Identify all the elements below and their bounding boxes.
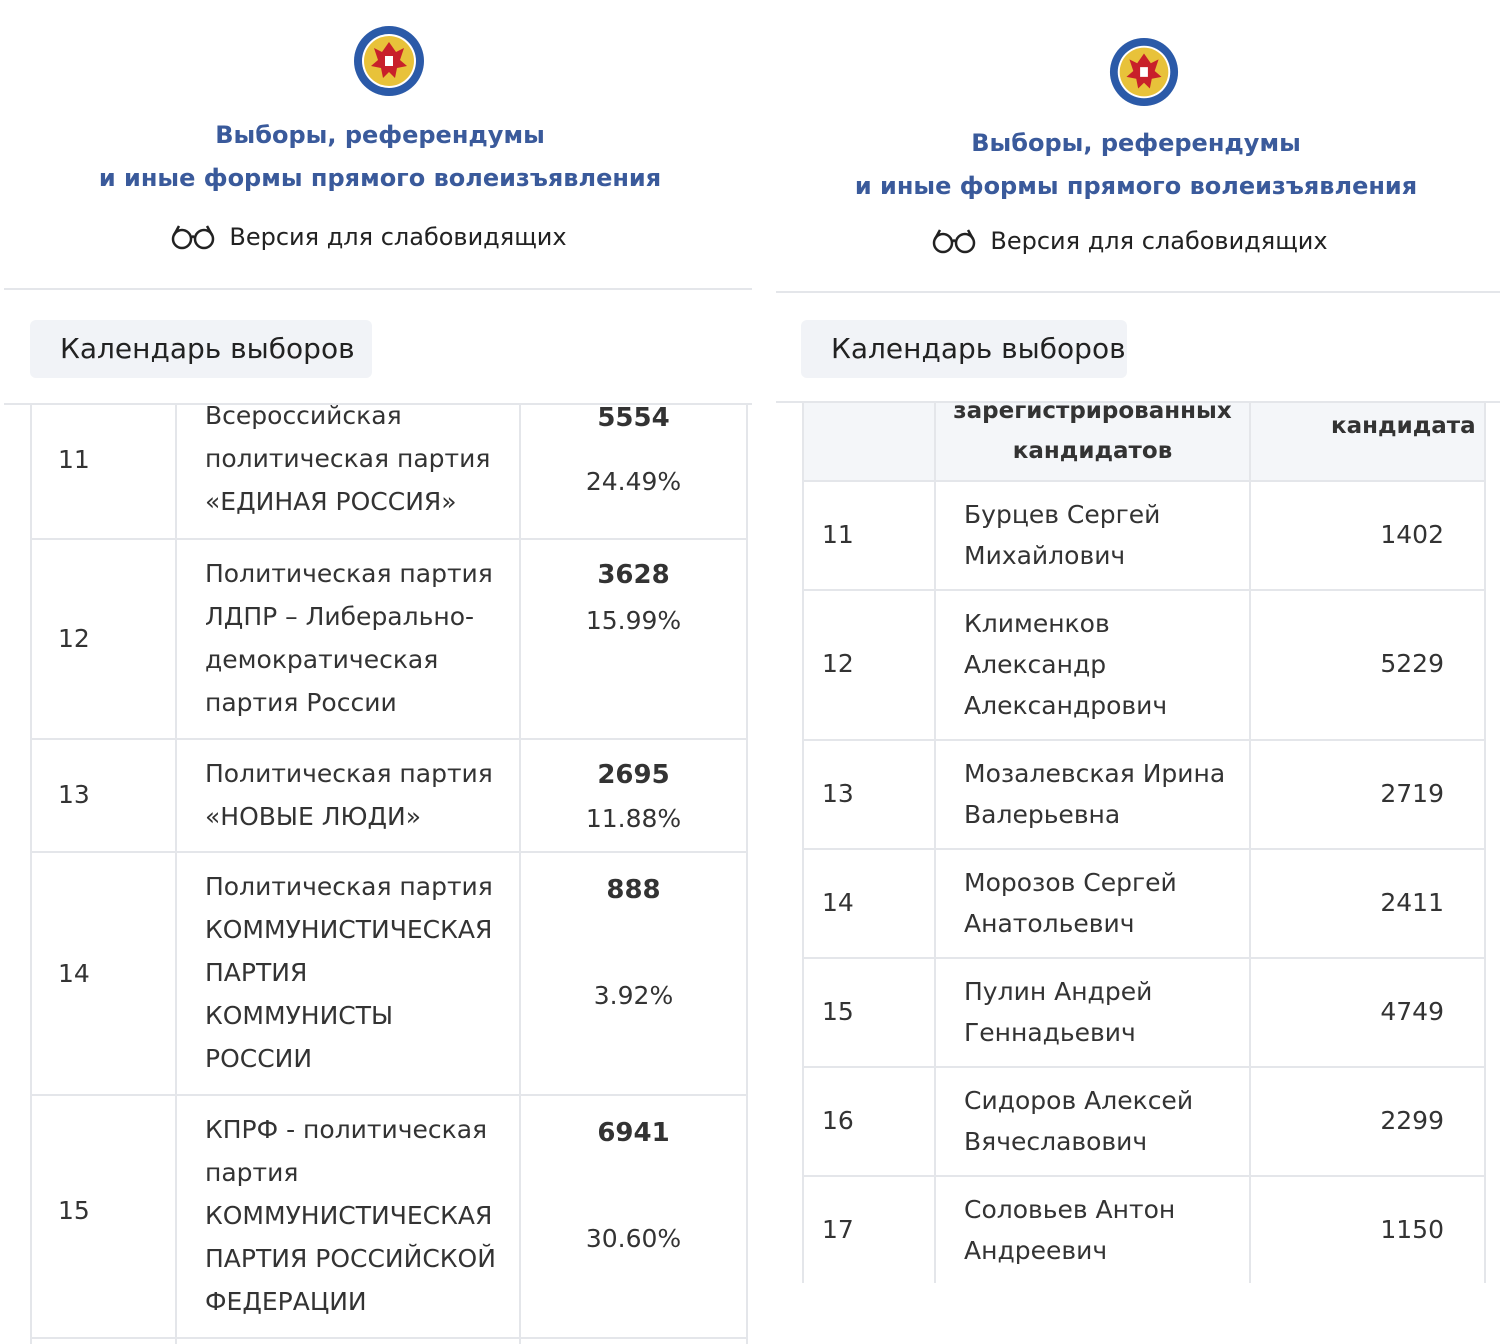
row-number: 11	[822, 520, 854, 549]
vote-percent: 3.92%	[593, 981, 674, 1010]
table-row	[802, 1068, 1486, 1177]
glasses-icon	[171, 223, 215, 251]
site-title[interactable]	[0, 114, 760, 200]
accessibility-version-link[interactable]	[772, 226, 1500, 255]
row-number: 14	[822, 888, 854, 917]
vote-count: 6941	[597, 1118, 670, 1148]
election-commission-emblem-icon[interactable]	[352, 24, 426, 98]
row-number: 16	[822, 1106, 854, 1135]
row-number: 15	[58, 1196, 90, 1225]
site-title-line2: и иные формы прямого волеизъявления	[854, 172, 1418, 200]
table-row	[802, 482, 1486, 591]
table-row	[802, 741, 1486, 850]
row-number: 11	[58, 445, 90, 474]
site-title-line1: Выборы, референдумы	[971, 129, 1301, 157]
table-row	[802, 591, 1486, 741]
site-title-line2: и иные формы прямого волеизъявления	[98, 164, 662, 192]
candidate-name: Пулин Андрей Геннадьевич	[964, 977, 1153, 1047]
vote-count: 3628	[597, 560, 670, 590]
party-name: Политическая партия КОММУНИСТИЧЕСКАЯ ПАРТИЯ КОММУНИСТЫ РОССИИ	[205, 872, 493, 1073]
table-row	[802, 850, 1486, 959]
table-row	[802, 1177, 1486, 1283]
row-number: 13	[58, 780, 90, 809]
candidate-name: Мозалевская Ирина Валерьевна	[964, 759, 1226, 829]
accessibility-version-link[interactable]	[0, 222, 760, 251]
vote-count: 2719	[1380, 779, 1444, 808]
site-title[interactable]	[772, 122, 1500, 208]
row-number: 12	[58, 624, 90, 653]
vote-count: 2411	[1380, 888, 1444, 917]
party-name: КПРФ - политическая партия КОММУНИСТИЧЕСКАЯ ПАРТИЯ РОССИЙСКОЙ ФЕДЕРАЦИИ	[205, 1115, 496, 1316]
table-header-row	[802, 403, 1486, 482]
table-row	[30, 1339, 748, 1344]
header-divider	[4, 288, 752, 290]
election-commission-emblem-icon[interactable]	[1108, 36, 1180, 108]
table-row	[30, 740, 748, 853]
row-number: 12	[822, 649, 854, 678]
table-row	[30, 1096, 748, 1339]
party-name: Политическая партия ЛДПР – Либерально- демократическая партия России	[205, 559, 493, 717]
vote-percent: 11.88%	[585, 804, 682, 833]
election-calendar-button[interactable]: Календарь выборов	[30, 320, 372, 378]
row-number: 14	[58, 959, 90, 988]
candidate-name: Морозов Сергей Анатольевич	[964, 868, 1177, 938]
vote-count: 2299	[1380, 1106, 1444, 1135]
header-divider	[776, 291, 1500, 293]
candidate-name: Сидоров Алексей Вячеславович	[964, 1086, 1194, 1156]
candidate-results-table	[802, 403, 1486, 1283]
vote-count: 5229	[1380, 649, 1444, 678]
table-row	[30, 540, 748, 740]
vote-count: 5554	[597, 405, 670, 433]
column-header-votes: кандидата	[1331, 413, 1476, 439]
column-header-candidates: зарегистрированных кандидатов	[953, 403, 1232, 464]
glasses-icon	[932, 227, 976, 255]
table-row	[30, 853, 748, 1096]
row-number: 17	[822, 1215, 854, 1244]
right-screenshot-panel	[772, 0, 1500, 1344]
vote-count: 888	[606, 875, 661, 905]
row-number: 15	[822, 997, 854, 1026]
candidate-name: Соловьев Антон Андреевич	[964, 1195, 1176, 1265]
table-row	[802, 959, 1486, 1068]
vote-count: 4749	[1380, 997, 1444, 1026]
vote-count: 1150	[1380, 1215, 1444, 1244]
accessibility-version-label: Версия для слабовидящих	[229, 223, 567, 251]
party-results-table	[30, 405, 748, 1344]
candidate-name: Бурцев Сергей Михайлович	[964, 500, 1161, 570]
table-left-border	[30, 405, 32, 1344]
vote-percent: 15.99%	[585, 606, 682, 635]
vote-percent: 30.60%	[585, 1224, 682, 1253]
vote-percent: 24.49%	[585, 467, 682, 496]
table-row	[30, 405, 748, 540]
row-number: 13	[822, 779, 854, 808]
party-name: Всероссийская политическая партия «ЕДИНАЯ РОССИЯ»	[205, 405, 491, 516]
panel-separator	[760, 0, 772, 1344]
site-title-line1: Выборы, референдумы	[215, 121, 545, 149]
party-name: Политическая партия «НОВЫЕ ЛЮДИ»	[205, 759, 493, 831]
vote-count: 2695	[597, 760, 670, 790]
vote-count: 1402	[1380, 520, 1444, 549]
election-calendar-button[interactable]: Календарь выборов	[801, 320, 1127, 378]
table-left-border	[802, 403, 804, 1283]
candidate-name: Клименков Александр Александрович	[964, 609, 1168, 720]
accessibility-version-label: Версия для слабовидящих	[990, 227, 1328, 255]
